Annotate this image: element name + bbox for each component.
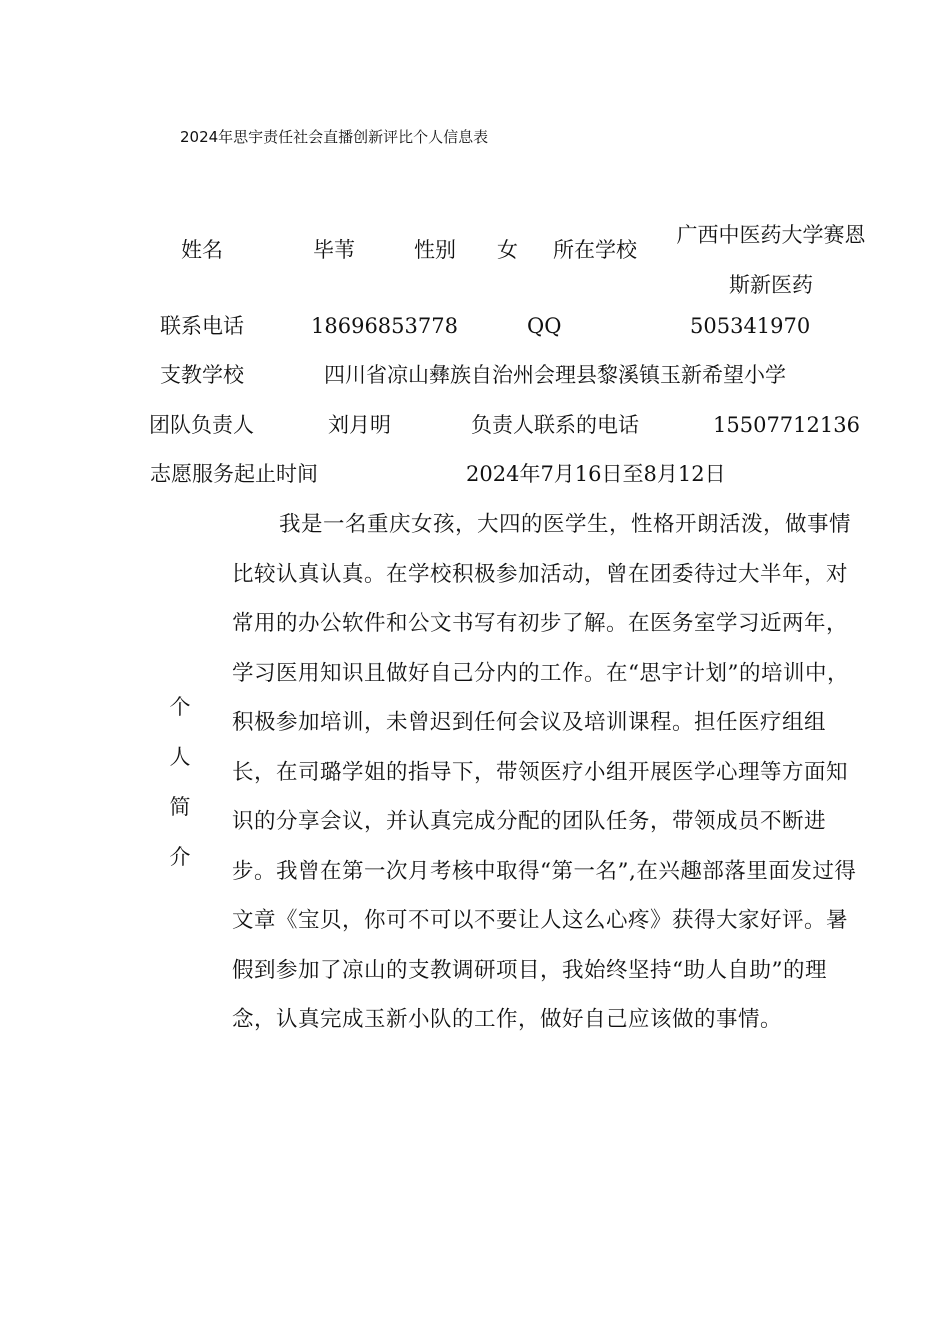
name-value: 毕苇: [313, 238, 355, 262]
teach-school-value: 四川省凉山彝族自治州会理县黎溪镇玉新希望小学: [324, 363, 786, 387]
intro-text: 我是一名重庆女孩，大四的医学生，性格开朗活泼，做事情比较认真认真。在学校积极参加活动，曾在团委待过大半年，对常用的办公软件和公文书写有初步了解。在医务室学习近两年，学习医用知识且做好自己分内的工作。在“思宇计划”的培训中，积极参加培训，未曾迟到任何会议及培训课程。担任医疗组组长，在司璐学姐的指导下，带领医疗小组开展医学心理等方面知识的分享会议，并认真完成分配的团队任务，带领成员不断进步。我曾在第一次月考核中取得“第一名”,在兴趣部落里面发过得文章《宝贝，你可不可以不要让人这么心疼》获得大家好评。暑假到参加了凉山的支教调研项目，我始终坚持“助人自助”的理念，认真完成玉新小队的工作，做好自己应该做的事情。: [232, 512, 857, 1032]
phone-value: 18696853778: [311, 314, 458, 338]
qq-value: 505341970: [690, 314, 811, 338]
intro-label-char: 个: [169, 695, 191, 719]
teach-school-label: 支教学校: [160, 363, 244, 387]
period-value: 2024年7月16日至8月12日: [466, 462, 726, 486]
intro-label-char: 介: [169, 845, 191, 869]
period-label: 志愿服务起止时间: [150, 462, 318, 486]
leader-label: 团队负责人: [149, 413, 254, 437]
leader-phone-value: 15507712136: [713, 413, 860, 437]
leader-value: 刘月明: [328, 413, 391, 437]
school-label: 所在学校: [553, 238, 637, 262]
intro-label-char: 简: [169, 795, 191, 819]
leader-phone-label: 负责人联系的电话: [471, 413, 639, 437]
intro-label: [166, 682, 194, 882]
gender-value: 女: [497, 238, 518, 262]
document-title: 2024年思宇责任社会直播创新评比个人信息表: [180, 128, 489, 146]
intro-label-char: 人: [169, 745, 191, 769]
school-value: 广西中医药大学赛恩斯新医药: [676, 223, 866, 297]
gender-label: 性别: [414, 238, 456, 262]
name-label: 姓名: [181, 238, 223, 262]
phone-label: 联系电话: [160, 314, 244, 338]
qq-label: QQ: [527, 314, 562, 338]
